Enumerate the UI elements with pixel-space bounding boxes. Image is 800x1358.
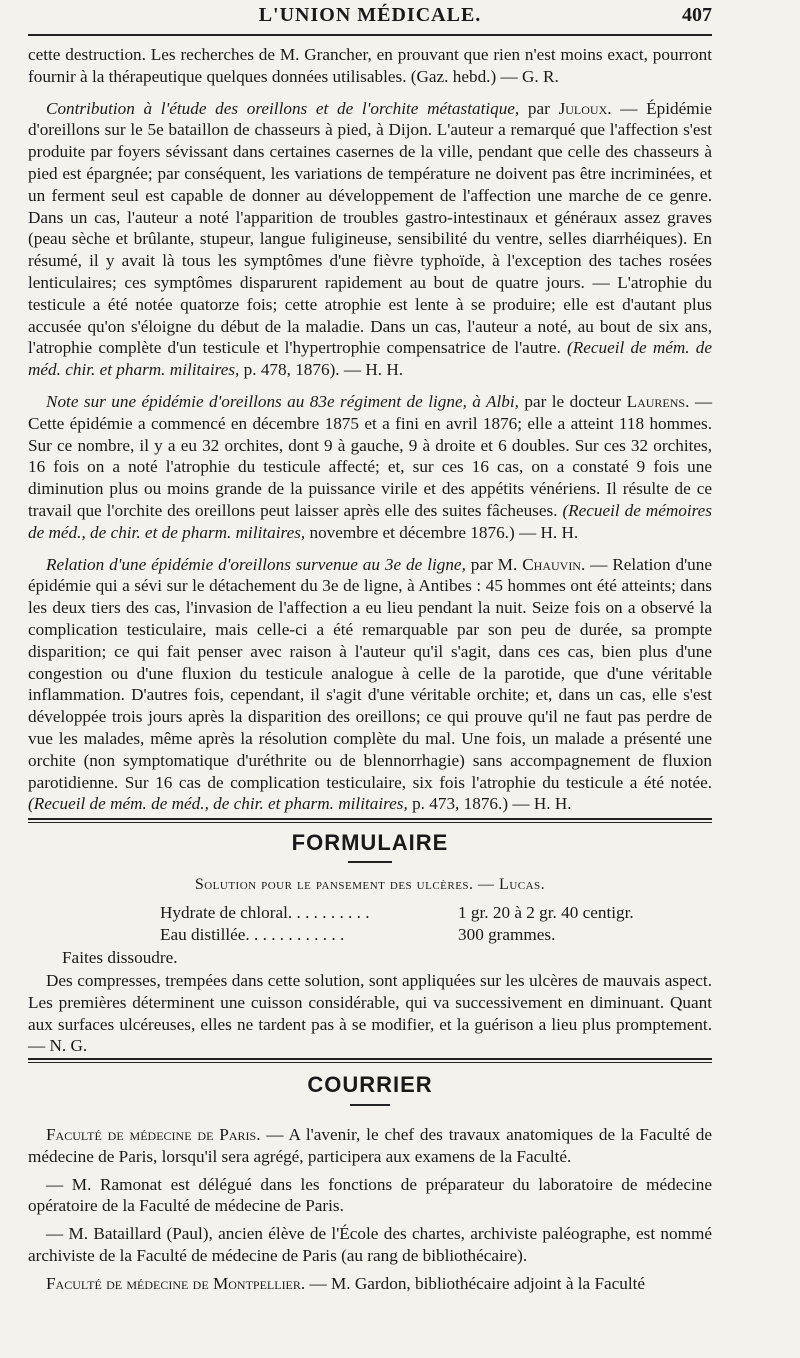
- review-paragraph-3: Note sur une épidémie d'oreillons au 83e régiment de ligne, à Albi, par le docteur Laurens. — Cette épidémie a commencé en décembre 1875 et a fini en avril 1876; elle a atteint 118 hommes. Sur ce nombre, il y a eu 32 orchites, dont 9 à gauche, 9 à droite et 6 doubles. Sur ces 32 orchites, 16 fois on a noté l'atrophie du testicule affecté; et, sur ces 16 cas, on a constaté 9 fois une diminution plus ou moins grande de la puissance virile et des appétits vénériens. Il résulte de ce travail que l'orchite des oreillons peut laisser après elle des suites fâcheuses. (Recueil de mémoires de méd., de chir. et de pharm. militaires, novembre et décembre 1876.) — H. H.: [28, 391, 713, 542]
- formula-instruction: Faites dissoudre.: [62, 948, 178, 967]
- page-header: [28, 4, 712, 32]
- page-number: 407: [682, 4, 712, 26]
- review-paragraph-4: Relation d'une épidémie d'oreillons survenue au 3e de ligne, par M. Chauvin. — Relation d'une épidémie qui a sévi sur le détachement du 3e de ligne, à Antibes : 45 hommes ont été atteints; dans les deux tiers des cas, l'invasion de l'affection a eu lieu pendant la nuit. Seize fois on a observé la complication testiculaire, mais celle-ci a été remarquable par son peu de durée, sa prompte disparition; ce qui fait penser avec raison à l'auteur qu'il s'agit, dans ces cas, bien plus d'une congestion ou d'une fluxion du testicule analogue à celle de la parotide, que d'une véritable inflammation. D'autres fois, cependant, il s'agit d'une véritable orchite; et, dans un cas, elle s'est développée trois jours après la disparition des oreillons; ce qui prouve qu'il ne faut pas perdre de vue les malades, même après la résolution complète du mal. Une fois, un malade a présenté une orchite (non symptomatique d'uréthrite ou de blennorrhagie) sans accompagnement de fluxion parotidienne. Sur 16 cas de complication testiculaire, six fois l'atrophie du testicule a été notée. (Recueil de mém. de méd., de chir. et pharm. militaires, p. 473, 1876.) — H. H.: [28, 554, 712, 814]
- courrier-section: [28, 1124, 712, 1295]
- courrier-paragraph-3: — M. Bataillard (Paul), ancien élève de l'École des chartes, archiviste paléographe, est nommé archiviste de la Faculté de médecine de Paris (au rang de bibliothécaire).: [28, 1224, 712, 1265]
- institution-name: Faculté de médecine de Paris.: [46, 1125, 261, 1144]
- article-title: Relation d'une épidémie d'oreillons survenue au 3e de ligne,: [46, 554, 466, 574]
- article-title: Contribution à l'étude des oreillons et de l'orchite métastatique,: [46, 98, 520, 118]
- section-rule-bottom: [28, 822, 712, 823]
- section-rule-top: [28, 818, 712, 820]
- formula-text: Des compresses, trempées dans cette solution, sont appliquées sur les ulcères de mauvais aspect. Les premières déterminent une cuisson considérable, qui va successivement en diminuant. Quant aux surfaces ulcéreuses, elles ne tardent pas à se modifier, et la guérison a lieu plus promptement. — N. G.: [28, 971, 712, 1056]
- formulaire-heading: FORMULAIRE: [291, 830, 449, 855]
- article-title: Note sur une épidémie d'oreillons au 83e régiment de ligne, à Albi,: [46, 391, 519, 411]
- journal-title: L'UNION MÉDICALE.: [258, 4, 482, 26]
- institution-name: Faculté de médecine de Montpellier.: [46, 1273, 306, 1293]
- courrier-paragraph-1: Faculté de médecine de Paris. — A l'avenir, le chef des travaux anatomiques de la Faculté de médecine de Paris, lorsqu'il sera agrégé, participera aux examens de la Faculté.: [28, 1125, 713, 1166]
- ingredient-name: Eau distillée. . . . . . . . . . . .: [160, 925, 345, 944]
- author-name: Chauvin: [522, 554, 581, 574]
- ingredient-name: Hydrate de chloral. . . . . . . . . .: [160, 903, 370, 922]
- courrier-heading: COURRIER: [307, 1072, 433, 1097]
- heading-underline: [350, 1104, 390, 1106]
- review-paragraph-1: cette destruction. Les recherches de M. Grancher, en prouvant que rien n'est moins exact, pourront fournir à la thérapeutique quelques données utilisables. (Gaz. hebd.) — G. R.: [28, 45, 712, 86]
- courrier-paragraph-4: Faculté de médecine de Montpellier. — M. Gardon, bibliothécaire adjoint à la Faculté: [46, 1273, 646, 1293]
- ingredient-amount: 1 gr. 20 à 2 gr. 40 centigr.: [458, 903, 634, 922]
- section-rule-top: [28, 1058, 712, 1060]
- formula-title: Solution pour le pansement des ulcères. — Lucas.: [194, 876, 546, 893]
- header-rule: [28, 34, 712, 36]
- review-paragraph-2: Contribution à l'étude des oreillons et de l'orchite métastatique, par Juloux. — Épidémie d'oreillons sur le 5e bataillon de chasseurs à pied, à Dijon. L'auteur a remarqué que l'affection s'est produite par foyers sévissant dans certaines casernes de la ville, pendant que celle des chasseurs à pied est épargnée; par conséquent, les variations de température ne doivent pas être incriminées, et un ferment seul est capable de donner au développement de l'affection une marche de ce genre. Dans un cas, l'auteur a noté l'apparition de troubles gastro-intestinaux et généraux assez graves (peau sèche et brûlante, stupeur, langue fuligineuse, sensibilité du ventre, selles diarrhéiques). En résumé, il y avait là tous les symptômes d'une fièvre typhoïde, à l'exception des taches rosées lenticulaires; ces symptômes disparurent rapidement au bout de quatre jours. — L'atrophie du testicule a été notée quatorze fois; cette atrophie est lente à se produire; elle est d'autant plus accusée qu'on s'éloigne du début de la maladie. Dans un cas, l'auteur a noté, au bout de six ans, l'atrophie complète d'un testicule et l'hypertrophie compensatrice de l'autre. (Recueil de mém. de méd. chir. et pharm. militaires, p. 478, 1876). — H. H.: [28, 98, 712, 380]
- author-name: Laurens: [626, 391, 686, 411]
- heading-underline: [348, 861, 392, 863]
- author-name: Juloux: [558, 98, 608, 118]
- journal-reference: (Recueil de mémoires de méd., de chir. et de pharm. militaires,: [28, 500, 712, 542]
- section-rule-bottom: [28, 1062, 712, 1063]
- journal-reference: (Recueil de mém. de méd., de chir. et pharm. militaires,: [28, 794, 408, 814]
- review-section: [28, 44, 712, 815]
- ingredient-amount: 300 grammes.: [458, 925, 556, 944]
- courrier-paragraph-2: — M. Ramonat est délégué dans les fonctions de préparateur du laboratoire de médecine opératoire de la Faculté de médecine de Paris.: [28, 1174, 712, 1216]
- journal-reference: (Recueil de mém. de méd. chir. et pharm. militaires,: [28, 338, 712, 380]
